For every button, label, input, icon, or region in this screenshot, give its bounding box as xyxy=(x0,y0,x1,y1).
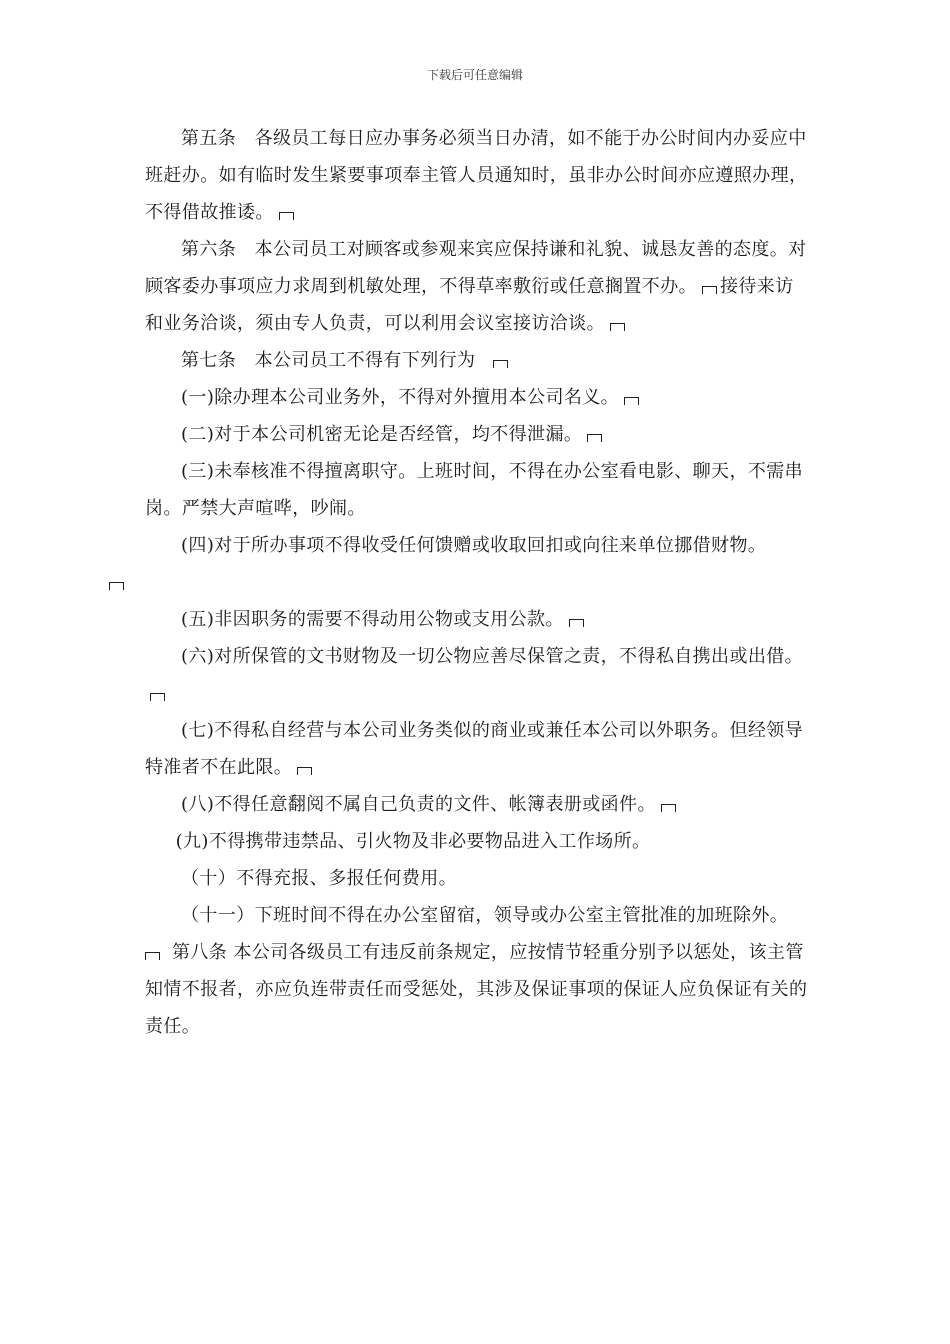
article-6 xyxy=(145,231,810,342)
article-5-text: 第五条 各级员工每日应办事务必须当日办清，如不能于办公时间内办妥应中班赶办。如有临时发生紧要事项奉主管人员通知时，虽非办公时间亦应遵照办理，不得借故推诿。 xyxy=(145,128,808,223)
item-2-text: (二)对于本公司机密无论是否经管，均不得泄漏。 xyxy=(181,424,583,445)
item-8 xyxy=(145,786,810,823)
article-7 xyxy=(145,342,810,379)
item-7-text: (七)不得私自经营与本公司业务类似的商业或兼任本公司以外职务。但经领导特准者不在此限。 xyxy=(145,720,804,778)
item-1-text: (一)除办理本公司业务外，不得对外擅用本公司名义。 xyxy=(181,387,620,408)
item-8-text: (八)不得任意翻阅不属自己负责的文件、帐簿表册或函件。 xyxy=(181,794,656,815)
item-10 xyxy=(145,860,810,897)
item-4-text: (四)对于所办事项不得收受任何馈赠或收取回扣或向往来单位挪借财物。 xyxy=(181,535,767,556)
article-7-text: 第七条 本公司员工不得有下列行为 xyxy=(181,350,476,371)
article-6-text-a: 第六条 本公司员工对顾客或参观来宾应保持谦和礼貌、诚恳友善的态度。对顾客委办事项应力求周到机敏处理，不得草率敷衍或任意搁置不办。 xyxy=(145,239,807,297)
paragraph-mark-icon xyxy=(610,323,625,331)
page-header: 下载后可任意编辑 xyxy=(426,68,523,82)
item-11 xyxy=(145,897,810,934)
article-8-text: 第八条 本公司各级员工有违反前条规定，应按情节轻重分别予以惩处，该主管知情不报者，亦应负连带责任而受惩处，其涉及保证事项的保证人应负保证有关的责任。 xyxy=(145,942,808,1037)
paragraph-mark-icon xyxy=(702,286,717,294)
item-5-text: (五)非因职务的需要不得动用公物或支用公款。 xyxy=(181,609,564,630)
paragraph-mark-icon xyxy=(145,952,160,960)
item-2 xyxy=(145,416,810,453)
item-9-text: (九)不得携带违禁品、引火物及非必要物品进入工作场所。 xyxy=(175,831,651,852)
article-6-text-b: 接待来访和业务洽谈，须由专人负责，可以利用会议室接访洽谈。 xyxy=(145,276,794,334)
item-7 xyxy=(145,712,810,786)
paragraph-mark-icon xyxy=(569,619,584,627)
document-body xyxy=(145,120,810,1045)
paragraph-mark-icon xyxy=(297,767,312,775)
item-3-text: (三)未奉核准不得擅离职守。上班时间，不得在办公室看电影、聊天，不需串岗。严禁大声喧哗，吵闹。 xyxy=(145,461,804,519)
paragraph-mark-icon xyxy=(661,804,676,812)
item-3 xyxy=(145,453,810,527)
item-10-text: （十）不得充报、多报任何费用。 xyxy=(181,868,457,889)
paragraph-mark-icon xyxy=(279,212,294,220)
item-9 xyxy=(145,823,810,860)
item-5 xyxy=(145,601,810,638)
item-11-text: （十一）下班时间不得在办公室留宿，领导或办公室主管批准的加班除外。 xyxy=(181,905,789,926)
article-5 xyxy=(145,120,810,231)
article-8 xyxy=(145,934,810,1045)
item-1 xyxy=(145,379,810,416)
item-6-text: (六)对所保管的文书财物及一切公物应善尽保管之责，不得私自携出或出借。 xyxy=(181,646,804,667)
item-4 xyxy=(145,527,810,601)
paragraph-mark-icon xyxy=(624,397,639,405)
paragraph-mark-icon xyxy=(150,693,165,701)
item-6 xyxy=(145,638,810,712)
paragraph-mark-icon xyxy=(587,434,602,442)
paragraph-mark-icon xyxy=(493,360,508,368)
paragraph-mark-icon xyxy=(109,582,124,590)
